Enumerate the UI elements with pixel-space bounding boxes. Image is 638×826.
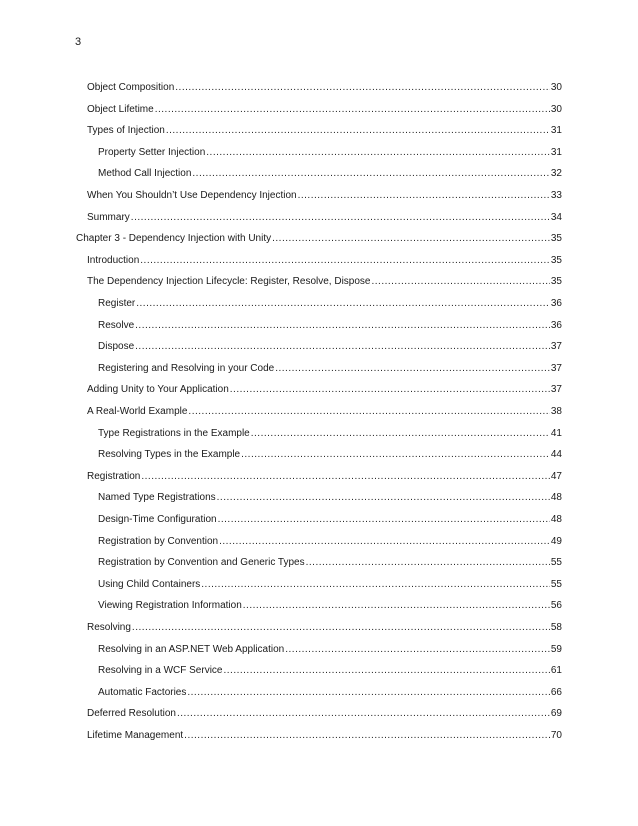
toc-entry[interactable] (98, 642, 562, 658)
toc-entry-page: 61 (550, 665, 562, 677)
toc-entry[interactable] (87, 274, 562, 290)
toc-entry-page: 30 (550, 82, 562, 93)
toc-entry-title: Object Lifetime (87, 103, 154, 115)
toc-entry[interactable] (87, 620, 562, 636)
toc-dot-leader (217, 490, 550, 506)
toc-entry-page: 59 (550, 643, 562, 655)
toc-entry[interactable] (98, 426, 562, 442)
toc-dot-leader (241, 447, 550, 463)
toc-dot-leader (135, 339, 550, 355)
toc-dot-leader (218, 512, 550, 528)
toc-entry-title: Registering and Resolving in your Code (98, 362, 275, 374)
toc-entry-title: Registration (87, 470, 141, 482)
toc-dot-leader (251, 426, 550, 442)
toc-entry[interactable] (98, 685, 562, 701)
toc-entry[interactable] (98, 534, 562, 550)
toc-entry-title: Viewing Registration Information (98, 600, 242, 612)
toc-entry[interactable] (87, 80, 562, 96)
toc-entry-title: When You Shouldn’t Use Dependency Injection (87, 190, 297, 201)
toc-entry-title: Resolving (87, 622, 131, 633)
toc-entry-page: 38 (550, 406, 562, 417)
toc-dot-leader (243, 598, 550, 614)
toc-entry-title: Summary (87, 211, 130, 223)
toc-dot-leader (298, 188, 550, 204)
toc-entry-page: 44 (550, 449, 562, 461)
toc-entry-title: The Dependency Injection Lifecycle: Register, Resolve, Dispose (87, 276, 371, 288)
toc-entry-title: Types of Injection (87, 125, 165, 137)
toc-entry-title: Resolving in an ASP.NET Web Application (98, 643, 285, 655)
toc-dot-leader (230, 382, 550, 398)
toc-entry-title: Method Call Injection (98, 168, 192, 180)
toc-entry-page: 36 (550, 319, 562, 331)
toc-entry-title: Lifetime Management (87, 730, 184, 741)
toc-entry-title: Named Type Registrations (98, 492, 216, 504)
toc-entry-page: 48 (550, 514, 562, 525)
toc-dot-leader (155, 102, 550, 118)
toc-dot-leader (206, 145, 550, 161)
toc-dot-leader (306, 555, 550, 571)
toc-dot-leader (184, 728, 550, 744)
toc-entry-page: 37 (550, 362, 562, 374)
toc-entry-page: 35 (550, 233, 562, 245)
toc-entry-page: 56 (550, 600, 562, 612)
toc-dot-leader (223, 663, 549, 679)
toc-entry-page: 37 (550, 341, 562, 353)
toc-entry[interactable] (87, 404, 562, 420)
toc-entry-page: 58 (550, 622, 562, 633)
toc-dot-leader (177, 706, 550, 722)
toc-dot-leader (219, 534, 550, 550)
toc-entry[interactable] (98, 447, 562, 463)
toc-entry-title: A Real-World Example (87, 406, 188, 417)
toc-dot-leader (135, 318, 550, 334)
toc-entry[interactable] (98, 339, 562, 355)
toc-dot-leader (175, 80, 550, 96)
toc-entry[interactable] (87, 469, 562, 485)
toc-entry[interactable] (76, 231, 562, 247)
toc-dot-leader (136, 296, 550, 312)
toc-entry-page: 70 (550, 730, 562, 741)
toc-entry-title: Resolving Types in the Example (98, 449, 241, 461)
toc-entry-title: Chapter 3 - Dependency Injection with Unity (76, 233, 272, 245)
toc-entry[interactable] (87, 102, 562, 118)
toc-dot-leader (141, 469, 550, 485)
toc-entry-page: 49 (550, 535, 562, 547)
toc-dot-leader (285, 642, 550, 658)
toc-entry-page: 34 (550, 211, 562, 223)
toc-entry[interactable] (98, 318, 562, 334)
toc-entry-page: 32 (550, 168, 562, 180)
page-number: 3 (75, 36, 82, 48)
toc-entry[interactable] (98, 577, 562, 593)
toc-entry[interactable] (87, 210, 562, 226)
toc-entry-page: 48 (550, 492, 562, 504)
toc-entry[interactable] (87, 253, 562, 269)
toc-entry[interactable] (98, 361, 562, 377)
toc-entry-title: Object Composition (87, 82, 175, 93)
toc-entry-title: Deferred Resolution (87, 708, 176, 720)
toc-entry[interactable] (98, 555, 562, 571)
toc-entry[interactable] (87, 188, 562, 204)
toc-entry-title: Register (98, 298, 136, 309)
toc-entry[interactable] (87, 382, 562, 398)
toc-dot-leader (132, 620, 550, 636)
toc-entry-page: 55 (550, 578, 562, 590)
toc-entry-page: 35 (550, 254, 562, 266)
toc-entry-page: 36 (550, 298, 562, 309)
toc-entry[interactable] (98, 166, 562, 182)
toc-entry-page: 31 (550, 125, 562, 137)
toc-dot-leader (201, 577, 550, 593)
toc-entry-page: 66 (550, 686, 562, 698)
toc-entry[interactable] (98, 663, 562, 679)
toc-entry-page: 30 (550, 103, 562, 115)
toc-entry[interactable] (87, 706, 562, 722)
toc-entry-title: Dispose (98, 341, 135, 353)
toc-entry-title: Type Registrations in the Example (98, 427, 250, 439)
toc-entry-title: Property Setter Injection (98, 146, 206, 158)
toc-dot-leader (275, 361, 550, 377)
toc-entry-title: Resolve (98, 319, 135, 331)
toc-entry-title: Using Child Containers (98, 578, 201, 590)
toc-entry-title: Introduction (87, 254, 140, 266)
toc-entry-title: Adding Unity to Your Application (87, 384, 229, 396)
toc-entry-page: 33 (550, 190, 562, 201)
toc-entry-page: 55 (550, 557, 562, 569)
toc-entry-page: 47 (550, 470, 562, 482)
toc-entry-title: Automatic Factories (98, 686, 187, 698)
toc-entry[interactable] (98, 296, 562, 312)
toc-dot-leader (371, 274, 549, 290)
toc-dot-leader (131, 210, 550, 226)
toc-entry[interactable] (87, 728, 562, 744)
toc-entry[interactable] (98, 490, 562, 506)
toc-dot-leader (192, 166, 549, 182)
toc-entry[interactable] (98, 598, 562, 614)
toc-entry-page: 41 (550, 427, 562, 439)
toc-dot-leader (166, 123, 550, 139)
toc-entry[interactable] (98, 145, 562, 161)
toc-dot-leader (272, 231, 550, 247)
toc-entry-page: 35 (550, 276, 562, 288)
toc-entry-page: 31 (550, 146, 562, 158)
toc-entry[interactable] (98, 512, 562, 528)
toc-entry[interactable] (87, 123, 562, 139)
toc-dot-leader (140, 253, 550, 269)
toc-entry-page: 69 (550, 708, 562, 720)
toc-dot-leader (188, 404, 549, 420)
toc-dot-leader (187, 685, 550, 701)
toc-entry-page: 37 (550, 384, 562, 396)
toc-entry-title: Registration by Convention (98, 535, 219, 547)
toc-entry-title: Registration by Convention and Generic Types (98, 557, 305, 569)
toc-entry-title: Resolving in a WCF Service (98, 665, 223, 677)
toc-entry-title: Design-Time Configuration (98, 514, 217, 525)
